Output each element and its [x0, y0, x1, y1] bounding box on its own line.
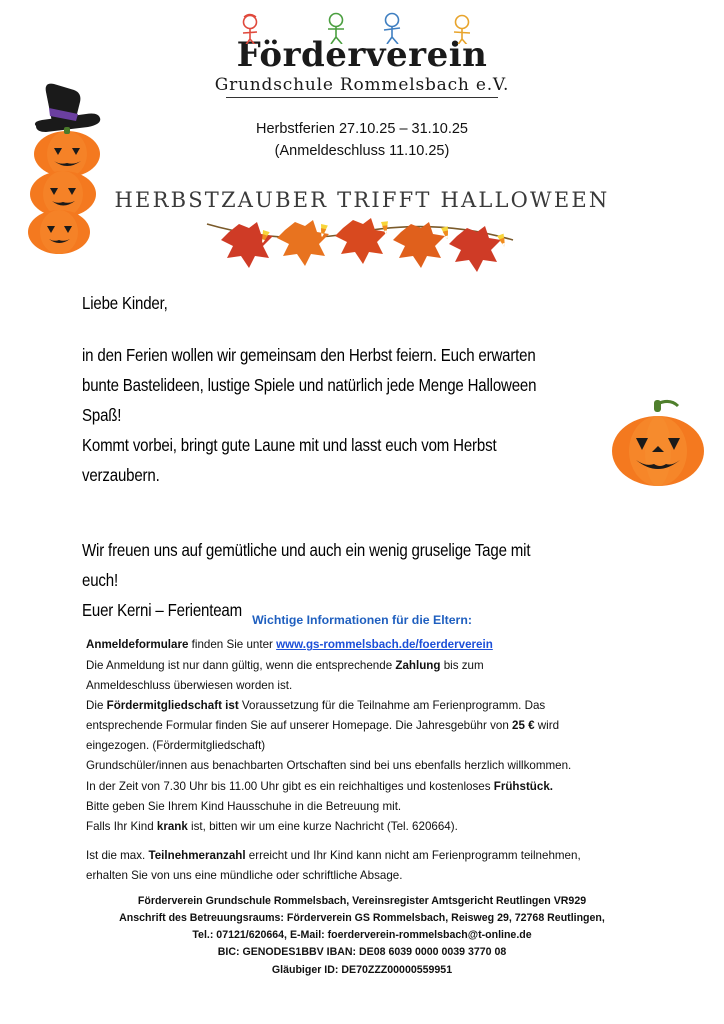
- info-text-p4-a: Die: [86, 698, 107, 712]
- info-text-p11-a: Ist die max.: [86, 849, 149, 863]
- info-bold-fee-amount: 25 €: [512, 719, 535, 733]
- info-text-p11-b: erreicht und Ihr Kind kann nicht am Ferienprogramm teilnehmen,: [245, 849, 581, 863]
- organization-subtitle: Grundschule Rommelsbach e.V.: [214, 75, 510, 95]
- organization-name: Förderverein: [236, 35, 488, 75]
- letter-salutation: Liebe Kinder,: [82, 293, 168, 313]
- info-text-p2-b: bis zum: [440, 658, 484, 672]
- letter-line-4: verzaubern.: [82, 465, 160, 486]
- info-bold-fruehstueck: Frühstück.: [493, 779, 553, 793]
- holiday-dates: [0, 118, 724, 163]
- smiling-jack-o-lantern-icon: [608, 398, 712, 490]
- letter-spacer: [82, 318, 564, 340]
- info-paragraph-direct-debit: eingezogen. (Fördermitgliedschaft): [86, 739, 266, 753]
- autumn-leaf-garland-icon: [205, 218, 515, 288]
- letter-closing-1: Wir freuen uns auf gemütliche und auch ein wenig gruselige Tage mit euch!: [82, 539, 531, 590]
- info-bold-foerdermitgliedschaft: Fördermitgliedschaft ist: [106, 698, 239, 712]
- letter-spacer-3: [82, 513, 564, 535]
- footer-line-1: Förderverein Grundschule Rommelsbach, Vereinsregister Amtsgericht Reutlingen VR929: [137, 895, 587, 907]
- children-figures-icon: [212, 12, 512, 42]
- info-paragraph-membership: [86, 696, 638, 716]
- info-bold-krank: krank: [156, 819, 188, 833]
- info-bold-anmeldeformulare: Anmeldeformulare: [86, 638, 189, 652]
- info-paragraph-neighbouring-villages: Grundschüler/innen aus benachbarten Ortschaften sind bei uns ebenfalls herzlich willkommen.: [86, 759, 572, 773]
- info-paragraph-deadline: Anmeldeschluss überwiesen worden ist.: [86, 678, 293, 692]
- info-text-p4-b: Voraussetzung für die Teilnahme am Ferienprogramm. Das: [238, 698, 546, 712]
- info-text-p10-a: Falls Ihr Kind: [86, 819, 157, 833]
- info-paragraph-payment: [86, 656, 638, 676]
- info-text-p5-b: wird: [534, 719, 560, 733]
- info-paragraph-registration-forms: [86, 635, 638, 655]
- info-paragraph-slippers: Bitte geben Sie Ihrem Kind Hausschuhe in die Betreuung mit.: [86, 799, 402, 813]
- banner-title: HERBSTZAUBER TRIFFT HALLOWEEN: [114, 188, 610, 212]
- letter-closing-2: Euer Kerni – Ferienteam: [82, 599, 243, 620]
- info-paragraph-cancellation: erhalten Sie von uns eine mündliche oder schriftliche Absage.: [86, 869, 403, 883]
- info-text-p8-a: In der Zeit von 7.30 Uhr bis 11.00 Uhr gibt es ein reichhaltiges und kostenloses: [86, 779, 494, 793]
- info-paragraph-breakfast: [86, 777, 638, 797]
- info-bold-zahlung: Zahlung: [395, 658, 441, 672]
- letter-line-2: bunte Bastelideen, lustige Spiele und natürlich jede Menge Halloween Spaß!: [82, 375, 537, 426]
- foerderverein-link[interactable]: www.gs-rommelsbach.de/foerderverein: [276, 638, 493, 652]
- letter-body: [82, 288, 564, 625]
- letter-line-1: in den Ferien wollen wir gemeinsam den Herbst feiern. Euch erwarten: [82, 345, 536, 366]
- info-paragraph-sick-child: [86, 817, 638, 837]
- info-heading: Wichtige Informationen für die Eltern:: [252, 613, 472, 627]
- info-text-p2-a: Die Anmeldung ist nur dann gültig, wenn die entsprechende: [86, 658, 396, 672]
- info-paragraph-max-participants: [86, 846, 638, 866]
- document-footer: [0, 893, 724, 979]
- stacked-jack-o-lanterns-with-witch-hat-icon: [16, 78, 126, 258]
- info-text-p5-a: entsprechende Formular finden Sie auf unserer Homepage. Die Jahresgebühr von: [86, 719, 512, 733]
- letter-spacer-2: [82, 491, 564, 513]
- logo-divider: [226, 97, 498, 98]
- footer-line-2: Anschrift des Betreuungsraums: Förderverein GS Rommelsbach, Reisweg 29, 72768 Reutlingen,: [119, 912, 605, 925]
- letter-line-3: Kommt vorbei, bringt gute Laune mit und lasst euch vom Herbst: [82, 435, 497, 456]
- dates-line-1: Herbstferien 27.10.25 – 31.10.25: [255, 121, 468, 137]
- organization-logo: [0, 12, 724, 98]
- parent-information-section: [86, 610, 638, 886]
- info-paragraph-fee: [86, 716, 638, 736]
- info-text-p10-b: ist, bitten wir um eine kurze Nachricht (Tel. 620664).: [187, 819, 458, 833]
- footer-line-4: BIC: GENODES1BBV IBAN: DE08 6039 0000 0039 3770 08: [217, 946, 507, 959]
- dates-line-2: (Anmeldeschluss 11.10.25): [274, 143, 450, 160]
- footer-line-3: Tel.: 07121/620664, E-Mail: foerderverein-rommelsbach@t-online.de: [192, 929, 532, 942]
- info-bold-teilnehmeranzahl: Teilnehmeranzahl: [148, 849, 246, 863]
- footer-line-5: Gläubiger ID: DE70ZZZ00000559951: [271, 963, 453, 976]
- info-text-p1-mid: finden Sie unter: [188, 638, 277, 652]
